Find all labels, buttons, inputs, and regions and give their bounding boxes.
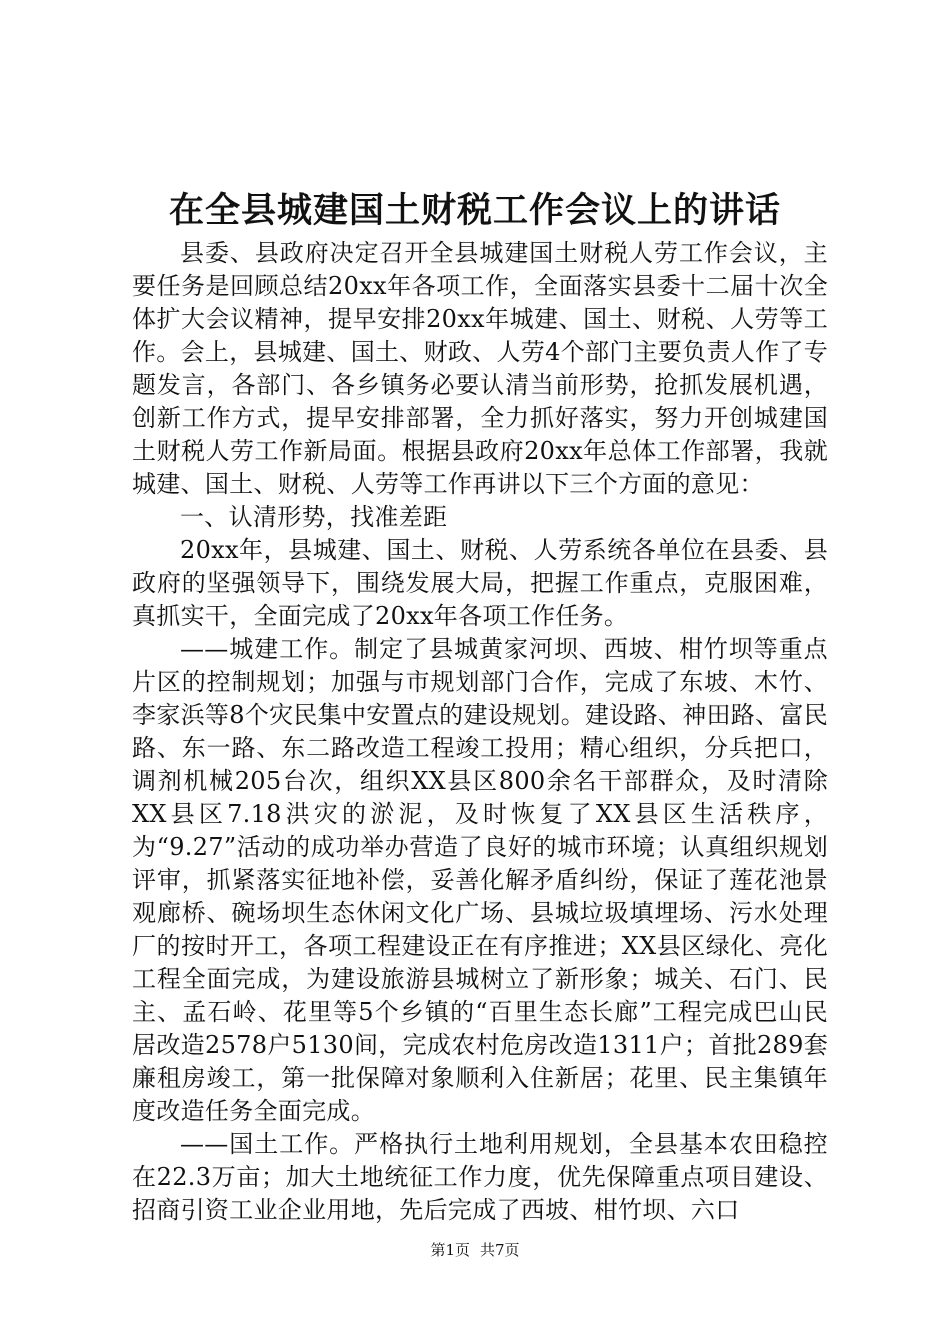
section-heading: 一、认清形势，找准差距	[180, 503, 448, 531]
paragraph-land-resources: ——国土工作。严格执行土地利用规划，全县基本农田稳控在22.3万亩；加大土地统征工作力度，优先保障重点项目建设、招商引资工业企业用地，先后完成了西坡、柑竹坝、六口	[132, 1130, 828, 1224]
page-number: 第1页	[430, 1241, 470, 1259]
document-title: 在全县城建国土财税工作会议上的讲话	[168, 190, 781, 231]
paragraph-urban-construction: ——城建工作。制定了县城黄家河坝、西坡、柑竹坝等重点片区的控制规划；加强与市规划部门合作，完成了东坡、木竹、李家浜等8个灾民集中安置点的建设规划。建设路、神田路、富民路、东一路、东二路改造工程竣工投用；精心组织，分兵把口，调剂机械205台次，组织XX县区800余名干部群众，及时清除XX县区7.18洪灾的淤泥，及时恢复了XX县区生活秩序，为“9.27”活动的成功举办营造了良好的城市环境；认真组织规划评审，抓紧落实征地补偿，妥善化解矛盾纠纷，保证了莲花池景观廊桥、碗场坝生态休闲文化广场、县城垃圾填埋场、污水处理厂的按时开工，各项工程建设正在有序推进；XX县区绿化、亮化工程全面完成，为建设旅游县城树立了新形象；城关、石门、民主、孟石岭、花里等5个乡镇的“百里生态长廊”工程完成巴山民居改造2578户5130间，完成农村危房改造1311户；首批289套廉租房竣工，第一批保障对象顺利入住新居；花里、民主集镇年度改造任务全面完成。	[132, 635, 828, 1125]
paragraph-summary: 20xx年，县城建、国土、财税、人劳系统各单位在县委、县政府的坚强领导下，围绕发展大局，把握工作重点，克服困难，真抓实干，全面完成了20xx年各项工作任务。	[132, 536, 828, 630]
page-footer	[0, 1240, 950, 1260]
page-total: 共7页	[480, 1241, 520, 1259]
document-body	[132, 237, 828, 1227]
paragraph-intro: 县委、县政府决定召开全县城建国土财税人劳工作会议，主要任务是回顾总结20xx年各项工作，全面落实县委十二届十次全体扩大会议精神，提早安排20xx年城建、国土、财税、人劳等工作。会上，县城建、国土、财政、人劳4个部门主要负责人作了专题发言，各部门、各乡镇务必要认清当前形势，抢抓发展机遇，创新工作方式，提早安排部署，全力抓好落实，努力开创城建国土财税人劳工作新局面。根据县政府20xx年总体工作部署，我就城建、国土、财税、人劳等工作再讲以下三个方面的意见：	[132, 239, 828, 498]
